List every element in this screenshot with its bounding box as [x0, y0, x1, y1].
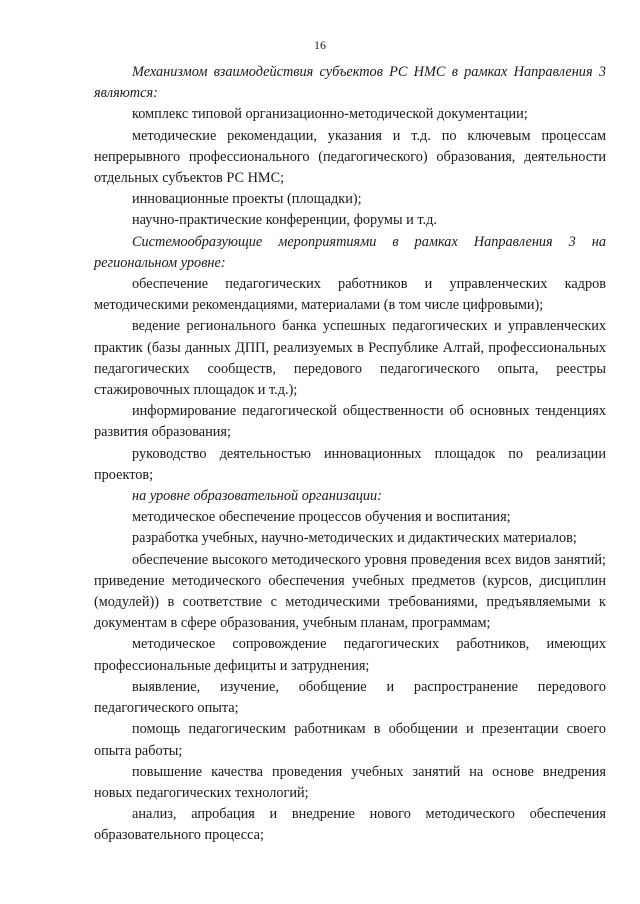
- paragraph: методическое обеспечение процессов обучения и воспитания;: [132, 509, 511, 526]
- paragraph-organization-heading: на уровне образовательной организации:: [132, 488, 382, 505]
- paragraph: помощь педагогическим работникам в обобщении и презентации своего опыта работы;: [94, 721, 606, 759]
- paragraph: обеспечение педагогических работников и управленческих кадров методическими рекомендациями, материалами (в том числе цифровыми);: [94, 276, 606, 314]
- paragraph: разработка учебных, научно-методических и дидактических материалов;: [132, 530, 577, 547]
- paragraph: комплекс типовой организационно-методической документации;: [132, 106, 528, 123]
- paragraph: выявление, изучение, обобщение и распространение передового педагогического опыта;: [94, 678, 606, 717]
- paragraph: информирование педагогической общественности об основных тенденциях развития образования;: [94, 403, 606, 441]
- paragraph: научно-практические конференции, форумы и т.д.: [132, 212, 437, 229]
- page-number: 16: [314, 38, 326, 52]
- paragraph: повышение качества проведения учебных занятий на основе внедрения новых педагогических технологий;: [94, 763, 606, 801]
- paragraph-regional-heading: Системообразующие мероприятиями в рамках Направления 3 на региональном уровне:: [94, 233, 606, 271]
- paragraph: методическое сопровождение педагогических работников, имеющих профессиональные дефициты и затруднения;: [94, 636, 606, 674]
- paragraph-mechanisms-heading: Механизмом взаимодействия субъектов РС НМС в рамках Направления 3 являются:: [94, 64, 606, 102]
- paragraph: обеспечение высокого методического уровня проведения всех видов занятий; приведение методического обеспечения учебных предметов (курсов, дисциплин (модулей)) в соответствие с методическими требованиями, предъявляемыми к документам в сфере образования, учебным планам, программам;: [94, 551, 606, 632]
- document-body: [94, 62, 606, 847]
- paragraph: методические рекомендации, указания и т.д. по ключевым процессам непрерывного профессионального (педагогического) образования, деятельности отдельных субъектов РС НМС;: [94, 127, 606, 187]
- paragraph: руководство деятельностью инновационных площадок по реализации проектов;: [94, 445, 606, 483]
- paragraph: инновационные проекты (площадки);: [132, 191, 362, 208]
- paragraph: ведение регионального банка успешных педагогических и управленческих практик (базы данных ДПП, реализуемых в Республике Алтай, профессиональных педагогических сообществ, передового педагогического опыта, реестры стажировочных площадок и т.д.);: [94, 318, 606, 399]
- paragraph: анализ, апробация и внедрение нового методического обеспечения образовательного процесса;: [94, 806, 606, 844]
